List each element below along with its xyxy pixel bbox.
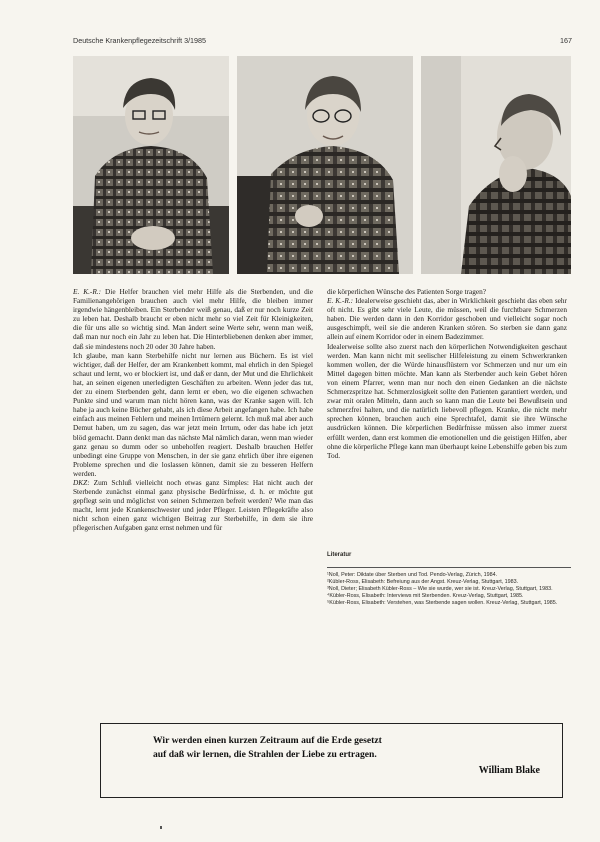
paragraph-text: Die Helfer brauchen viel mehr Hilfe als die Sterbenden, und die Familienangehörigen brauchen auch viel mehr Hilfe, die bleiben immer irgendwie hängenbleiben. Ein Sterbender weiß genau, daß er nur noch kurze Zeit zu leben hat. Deshalb braucht er eben nicht mehr so viel Zeit für Kleinigkeiten, die für uns alle so wichtig sind. Man ändert seine Werte sehr, wenn man weiß, daß man nur noch ein Jahr zu leben hat. Die Hinterbliebenen denken aber immer, daß sie mindestens noch 20 oder 30 Jahre haben. <box>73 287 313 351</box>
paragraph-text: Idealerweise geschieht das, aber in Wirklichkeit geschieht das eben sehr oft nicht. Es gibt sehr viele Leute, die müssen, weil die furchtbare Schmerzen haben. Die werden dann in den Korridor geschoben und vielleicht sogar noch ausgeschimpft, weil sie die anderen Kranken stören. So sterben sie dann ganz allein auf einem Korridor oder in einem Badezimmer. <box>327 296 567 342</box>
paragraph: Idealerweise sollte also zuerst nach den körperlichen Notwendigkeiten geschaut werden. Man kann nicht mit seelischer Hilfeleistung zu einem Schwerkranken kommen wollen, der die Würde hinausflüstern vor Schmerzen und nur um ein Mittel dagegen bitten möchte. Man kann als Sterbender auch kein Gebet hören von einem Pfarrer, wenn man nur noch den einen Gedanken an die nächste Schmerzspritze hat. Schmerzlosigkeit sollte den Patienten garantiert werden, und zwar mit oralen Mitteln, dann auch so kann man die Leute bei Bewußtsein und schmerzfrei halten, und die natürlich liebevoll pflegen. Kranke, die nicht mehr sprechen können, brauchen auch eine Sprechtafel, damit sie ihre Wünsche ausdrücken können. Die körperlichen Bedürfnisse müssen also immer zuerst erfüllt werden, dann erst kommen die emotionellen und die geistigen Hilfen, aber ohne die körperliche Pflege kann man überhaupt keine Lebenshilfe geben bis zum Tod. <box>327 341 567 460</box>
photo-woman-talking <box>237 56 413 274</box>
literature-heading: Literatur <box>327 552 352 558</box>
print-mark <box>160 826 162 829</box>
article-column-left <box>73 287 313 639</box>
quote-box <box>100 723 563 798</box>
photo-woman-front <box>73 56 229 274</box>
divider <box>327 567 571 568</box>
paragraph <box>327 296 567 341</box>
speaker-label: DKZ: <box>73 477 90 487</box>
journal-name: Deutsche Krankenpflegezeitschrift 3/1985 <box>73 36 207 45</box>
photo-woman-profile <box>421 56 571 274</box>
page-header <box>73 36 572 45</box>
paragraph: Ich glaube, man kann Sterbehilfe nicht nur lernen aus Büchern. Es ist viel wichtiger, daß der Helfer, der am Krankenbett kommt, mal ehrlich in den Spiegel schaut und lernt, wo er blockiert ist, und daß er dann, der Mut und die Ehrlichkeit hat, an seinen eigenen unerledigten Geschäften zu arbeiten. Wenn jeder das tut, der zu einem Sterbenden geht, dann lernt er eben, wo die eigenen schwachen Punkte sind und warum man nicht hören kann, was der Kranke sagen will. Ich habe ja auch keine Bücher gehabt, als ich diese Arbeit angefangen habe. Ich habe einfach aus meinen Fehlern und meinen Irrtümern gelernt. Ich muß mal aber auch Demut haben, um zu sagen, das war jetzt mein Irrtum, oder das habe ich jetzt blöd gemacht. Dann denkt man das nächste Mal nämlich daran, wenn man wieder ganz genau so dumm oder so unbeholfen reagiert. Deshalb brauchen Helfer unbedingt eine Gruppe von Menschen, in der sie ganz ehrlich über ihre eigenen Probleme sprechen und die loslassen können, damit sie zu besseren Helfern werden. <box>73 350 313 478</box>
literature-section <box>327 552 571 608</box>
speaker-label: E. K.-R.: <box>327 296 354 306</box>
speaker-label: E. K.-R.: <box>73 287 102 296</box>
quote-line: Wir werden einen kurzen Zeitraum auf die Erde gesetzt <box>153 735 382 746</box>
page-number: 167 <box>560 36 572 45</box>
literature-entry: ²Kübler-Ross, Elisabeth: Befreiung aus der Angst. Kreuz-Verlag, Stuttgart, 1983. <box>327 578 519 585</box>
literature-entry: ³Noll, Dieter; Elisabeth Kübler-Ross – Wie sie wurde, wer sie ist. Kreuz-Verlag, Stuttgart, 1983. <box>327 585 553 592</box>
literature-entry: ⁵Kübler-Ross, Elisabeth: Verstehen, was Sterbende sagen wollen. Kreuz-Verlag, Stuttgart, 1985. <box>327 600 558 607</box>
paragraph-text: Zum Schluß vielleicht noch etwas ganz Simples: Hat nicht auch der Sterbende zunächst einmal ganz physische Bedürfnisse, d. h. er möchte gut gepflegt sein und möglichst von seinen Schmerzen befreit werden? Wie man das macht, lernt jede Krankenschwester und jeder Pfleger. Leisten Pflegekräfte also nicht schon einen ganz wichtigen Beitrag zur Sterbehilfe, in dem sie ihre pflegerischen Aufgaben ganz ernst nehmen und für <box>73 477 313 533</box>
literature-entry: ⁴Kübler-Ross, Elisabeth: Interviews mit Sterbenden. Kreuz-Verlag, Stuttgart, 1985. <box>327 593 524 600</box>
paragraph <box>73 287 313 351</box>
literature-entry: ¹Noll, Peter: Diktate über Sterben und Tod. Pendo-Verlag, Zürich, 1984. <box>327 571 498 578</box>
quote-line: auf daß wir lernen, die Strahlen der Liebe zu ertragen. <box>153 748 377 760</box>
article-column-right <box>327 287 567 549</box>
paragraph: die körperlichen Wünsche des Patienten Sorge tragen? <box>327 287 486 296</box>
quote-author: William Blake <box>478 765 540 776</box>
paragraph <box>73 478 313 533</box>
